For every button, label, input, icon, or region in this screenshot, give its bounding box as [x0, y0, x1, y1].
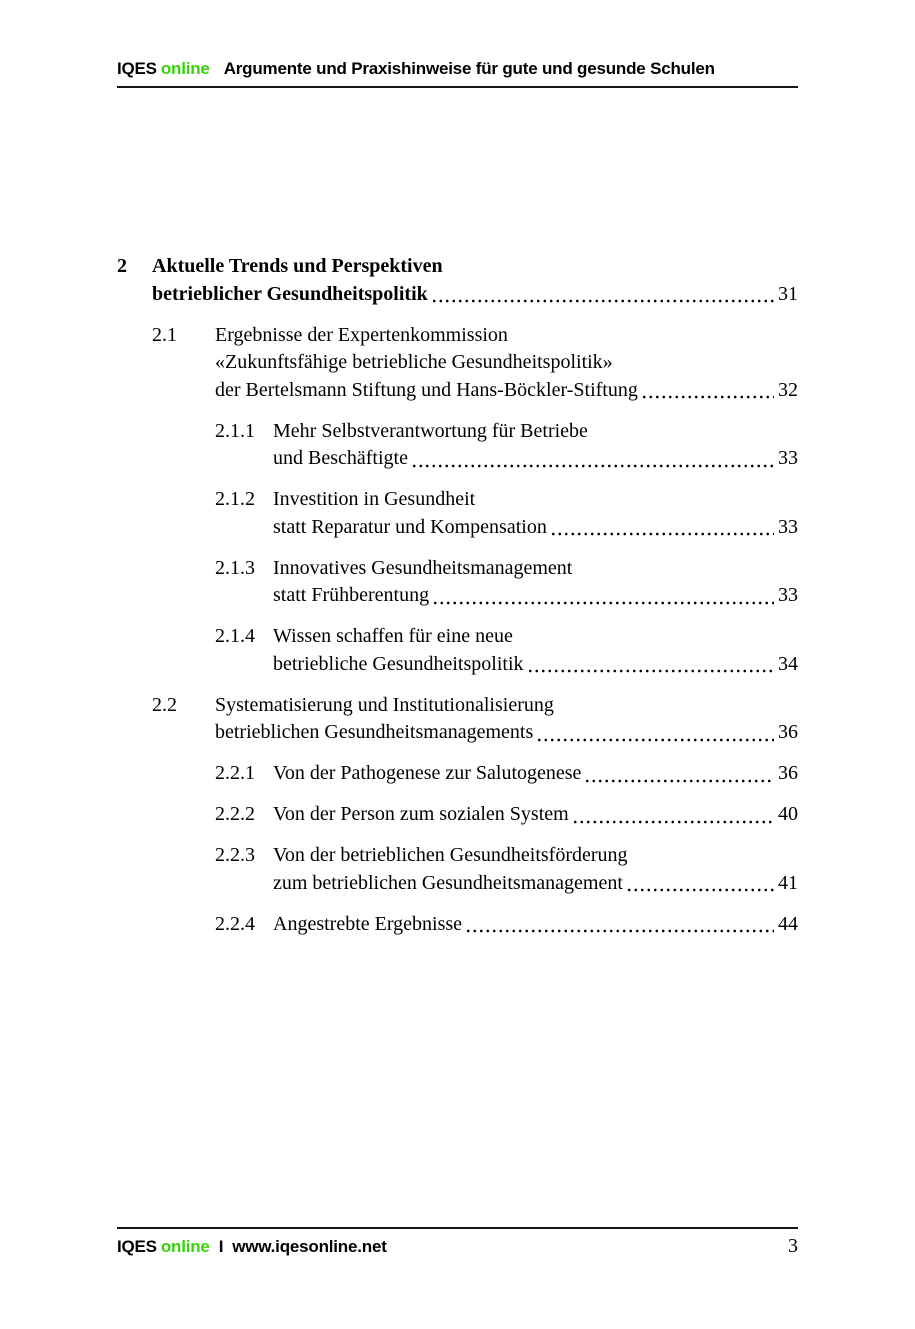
page-footer [117, 1227, 798, 1258]
toc-entry-2-1[interactable] [117, 322, 798, 405]
footer-separator: I [218, 1237, 224, 1256]
header-title: Argumente und Praxishinweise für gute und gesunde Schulen [223, 59, 715, 78]
toc-entry-page: 33 [778, 584, 798, 606]
leader-dots [550, 531, 774, 537]
toc-entry-2-2-3[interactable] [117, 842, 798, 897]
leader-dots [431, 298, 774, 304]
toc-entry-2-1-4[interactable] [117, 623, 798, 678]
toc-entry-2-2[interactable] [117, 692, 798, 747]
leader-dots [584, 778, 774, 784]
toc-entry-2[interactable] [117, 253, 798, 308]
toc-entry-number: 2.1.3 [215, 556, 255, 579]
toc-entry-title-line: Von der Person zum sozialen System [273, 803, 569, 825]
toc-entry-page: 32 [778, 378, 798, 401]
toc-entry-number: 2.2.4 [215, 912, 255, 935]
toc-entry-page: 34 [778, 652, 798, 675]
toc-entry-number: 2 [117, 255, 127, 277]
leader-dots [641, 394, 774, 400]
header-text [117, 59, 798, 86]
toc-entry-page: 33 [778, 447, 798, 469]
toc-entry-title-line: zum betrieblichen Gesundheitsmanagement [273, 871, 623, 894]
leader-dots [432, 600, 774, 606]
toc-entry-2-2-1[interactable] [117, 760, 798, 788]
leader-dots [527, 668, 775, 674]
toc-entry-title-line: betriebliche Gesundheitspolitik [273, 652, 524, 675]
leader-dots [411, 463, 774, 469]
toc-entry-2-1-1[interactable] [117, 418, 798, 473]
brand-suffix: online [160, 59, 210, 78]
toc-entry-title-line: und Beschäftigte [273, 447, 408, 469]
brand-name: IQES [117, 59, 157, 78]
toc-entry-number: 2.2.2 [215, 803, 255, 825]
toc-entry-page: 40 [778, 803, 798, 825]
toc-entry-2-2-2[interactable] [117, 801, 798, 829]
toc-entry-title-line: Systematisierung und Institutionalisierung [215, 693, 554, 716]
toc-entry-title-line: «Zukunftsfähige betriebliche Gesundheitspolitik» [215, 351, 613, 373]
table-of-contents [117, 253, 798, 952]
toc-entry-title-line: Innovatives Gesundheitsmanagement [273, 556, 573, 579]
footer-text [117, 1237, 387, 1257]
toc-entry-title-line: statt Frühberentung [273, 584, 430, 606]
toc-entry-number: 2.1.1 [215, 419, 255, 442]
toc-entry-title-line: betrieblichen Gesundheitsmanagements [215, 721, 534, 743]
toc-entry-page: 31 [778, 282, 798, 305]
toc-entry-2-2-4[interactable] [117, 911, 798, 939]
toc-entry-title-line: Wissen schaffen für eine neue [273, 625, 513, 647]
footer-brand-name: IQES [117, 1237, 157, 1256]
toc-entry-title-line: Ergebnisse der Expertenkommission [215, 323, 508, 346]
toc-entry-page: 36 [778, 721, 798, 743]
toc-entry-number: 2.1.2 [215, 488, 255, 510]
toc-entry-page: 44 [778, 912, 798, 935]
toc-entry-title-line: betrieblicher Gesundheitspolitik [152, 282, 428, 305]
toc-entry-page: 41 [778, 871, 798, 894]
leader-dots [536, 737, 774, 743]
toc-entry-page: 33 [778, 515, 798, 538]
toc-entry-title-line: Von der betrieblichen Gesundheitsförderung [273, 844, 628, 866]
footer-brand-suffix: online [160, 1237, 210, 1256]
toc-entry-title-line: Mehr Selbstverantwortung für Betriebe [273, 419, 588, 442]
leader-dots [572, 819, 774, 825]
toc-entry-number: 2.1 [152, 323, 177, 346]
page-header [117, 59, 798, 88]
page-number: 3 [788, 1235, 798, 1257]
toc-entry-title-line: der Bertelsmann Stiftung und Hans-Böckler-Stiftung [215, 378, 638, 401]
toc-entry-title-line: statt Reparatur und Kompensation [273, 515, 547, 538]
leader-dots [626, 887, 774, 893]
toc-entry-title-line: Aktuelle Trends und Perspektiven [152, 255, 443, 277]
toc-entry-2-1-2[interactable] [117, 486, 798, 541]
toc-entry-number: 2.1.4 [215, 625, 255, 647]
footer-url[interactable]: www.iqesonline.net [232, 1237, 387, 1256]
toc-entry-title-line: Investition in Gesundheit [273, 488, 476, 510]
toc-entry-number: 2.2 [152, 693, 177, 716]
toc-entry-page: 36 [778, 762, 798, 784]
toc-entry-title-line: Angestrebte Ergebnisse [273, 912, 463, 935]
toc-entry-title-line: Von der Pathogenese zur Salutogenese [273, 762, 582, 784]
toc-entry-number: 2.2.3 [215, 844, 255, 866]
toc-entry-number: 2.2.1 [215, 762, 255, 784]
leader-dots [465, 928, 774, 934]
header-rule [117, 86, 798, 88]
toc-entry-2-1-3[interactable] [117, 555, 798, 610]
